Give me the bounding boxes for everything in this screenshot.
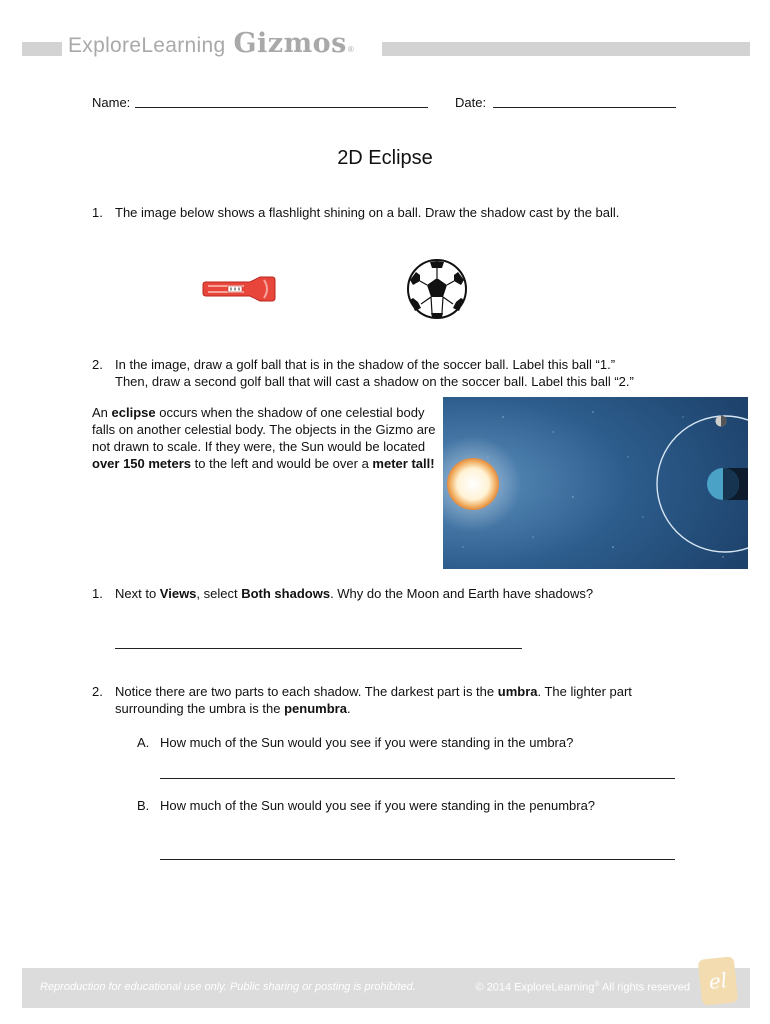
footer-rights bbox=[476, 981, 690, 994]
q3-bold-both-shadows: Both shadows bbox=[241, 586, 331, 601]
qa-answer-line[interactable] bbox=[160, 778, 675, 779]
footer-copyright-notice: Reproduction for educational use only. Public sharing or posting is prohibited. bbox=[40, 981, 416, 993]
date-field[interactable] bbox=[493, 107, 676, 108]
q4-text-2: . The lighter part bbox=[537, 684, 632, 699]
name-label: Name: bbox=[92, 95, 131, 110]
para-text-3: to the left and would be over a bbox=[191, 456, 373, 471]
explorelearning-logo bbox=[68, 28, 354, 68]
q3-bold-views: Views bbox=[159, 586, 197, 601]
q4-text-1: Notice there are two parts to each shadow. The darkest part is the bbox=[115, 684, 498, 699]
q2-number: 2. bbox=[92, 357, 103, 372]
soccer-ball-icon bbox=[406, 258, 468, 320]
brand-learning: Learning bbox=[141, 34, 226, 57]
q4-text-4: . bbox=[346, 701, 351, 716]
q3-number: 1. bbox=[92, 586, 103, 601]
para-text-2: occurs when the shadow of one celestial body falls on another celestial body. The objects in the Gizmo are not drawn to scale. If they were, the Sun would be located bbox=[92, 405, 436, 454]
para-bold-eclipse: eclipse bbox=[111, 405, 156, 420]
q3-text-3: . Why do the Moon and Earth have shadows? bbox=[330, 586, 594, 601]
brand-gizmos: Gizmos bbox=[233, 28, 347, 59]
q3-text-1: Next to bbox=[115, 586, 160, 601]
brand-reg: ® bbox=[347, 45, 354, 54]
header-bar-right bbox=[382, 42, 750, 56]
q4-text-3: surrounding the umbra is the bbox=[115, 701, 285, 716]
q4-line2 bbox=[115, 700, 351, 717]
q3-text-2: , select bbox=[196, 586, 242, 601]
q4-bold-penumbra: penumbra bbox=[284, 701, 347, 716]
footer-rights-text: © 2014 ExploreLearning bbox=[475, 981, 595, 994]
sun-icon bbox=[447, 458, 499, 510]
qb-letter: B. bbox=[137, 798, 150, 813]
eclipse-paragraph bbox=[92, 404, 442, 472]
q2-line2: Then, draw a second golf ball that will cast a shadow on the soccer ball. Label this ball “2.” bbox=[115, 374, 634, 389]
footer-rights-tail: All rights reserved bbox=[599, 981, 690, 994]
para-text-1: An bbox=[92, 405, 112, 420]
qa-text: How much of the Sun would you see if you were standing in the umbra? bbox=[160, 735, 574, 750]
el-badge-icon: el bbox=[698, 956, 739, 1006]
para-bold-height: meter tall! bbox=[372, 456, 435, 471]
header-bar-left bbox=[22, 42, 62, 56]
footer-bar bbox=[22, 968, 750, 1008]
qb-answer-line[interactable] bbox=[160, 859, 675, 860]
brand-explore: Explore bbox=[68, 34, 142, 57]
q3-answer-line[interactable] bbox=[115, 648, 522, 649]
footer-reg: ® bbox=[594, 981, 600, 988]
q2-line1: In the image, draw a golf ball that is in the shadow of the soccer ball. Label this ball “1.” bbox=[115, 357, 616, 372]
name-field[interactable] bbox=[135, 107, 428, 108]
q4-number: 2. bbox=[92, 684, 103, 699]
q3-text bbox=[115, 585, 593, 602]
qb-text: How much of the Sun would you see if you were standing in the penumbra? bbox=[160, 798, 596, 813]
gizmo-eclipse-image bbox=[443, 397, 748, 569]
q4-line1 bbox=[115, 683, 632, 700]
q4-bold-umbra: umbra bbox=[497, 684, 538, 699]
q1-number: 1. bbox=[92, 205, 103, 220]
para-bold-distance: over 150 meters bbox=[92, 456, 192, 471]
qa-letter: A. bbox=[137, 735, 150, 750]
date-label: Date: bbox=[455, 95, 487, 110]
flashlight-icon bbox=[200, 274, 276, 304]
q1-text: The image below shows a flashlight shining on a ball. Draw the shadow cast by the ball. bbox=[115, 205, 620, 220]
page-title: 2D Eclipse bbox=[337, 147, 433, 169]
